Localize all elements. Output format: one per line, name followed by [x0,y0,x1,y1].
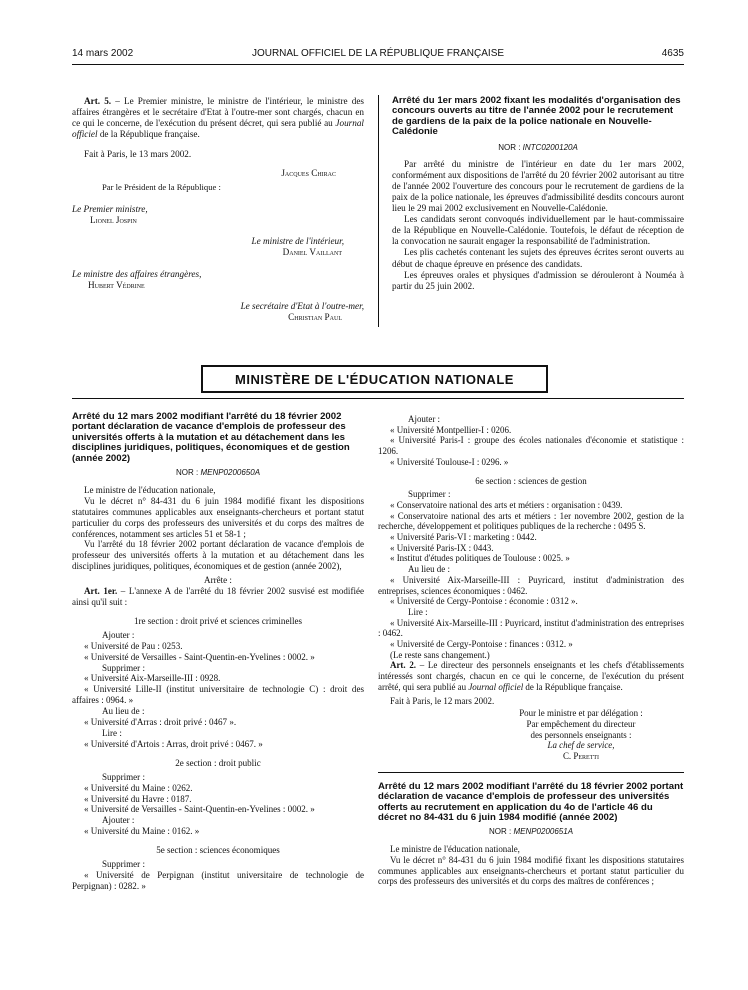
pm-name: Lionel Jospin [90,214,137,225]
ajouter-label: Ajouter : [408,414,441,424]
ae-name: Hubert Védrine [88,280,145,291]
list-item: « Université Aix-Marseille-III : Puyricard, institut d'administration des entreprises : 0462. [378,617,684,639]
list-item: « Université de Perpignan (institut universitaire de technologie de Perpignan) : 0282. » [72,869,364,891]
list-item: « Université Toulouse-I : 0296. » [390,456,509,467]
top-left-column [72,96,364,323]
art1-label: Art. 1er. [84,586,118,597]
pm-title: Le Premier ministre, [72,203,148,214]
vu-decret: Vu le décret n° 84-431 du 6 juin 1984 modifié fixant les dispositions statutaires communes applicables aux enseignants-chercheurs et portant statut particulier du corps des professeurs des universités et du corps des maîtres de conférences ; [378,854,684,887]
supprimer-label: Supprimer : [408,489,451,500]
au-lieu-label: Au lieu de : [408,564,450,575]
article-2: Art. 2. – Le directeur des personnels enseignants et les chefs d'établissements intéressés sont chargés, chacun en ce qui le concerne, de l'exécution du présent arrêté, qui sera publié au Journal officiel de la République française. [378,660,684,692]
signature-name: C. Peretti [562,751,600,762]
list-item: « Université Paris-VI : marketing : 0442. [390,532,537,543]
supprimer-label: Supprimer : [102,859,145,870]
signature-block [478,708,684,762]
fait-line: Fait à Paris, le 12 mars 2002. [390,695,495,706]
list-item: « Université d'Arras : droit privé : 0467 ». [84,717,237,728]
list-item: « Université de Cergy-Pontoise : économie : 0312 ». [390,596,578,607]
interieur-title: Le ministre de l'intérieur, [251,235,344,246]
supprimer-label: Supprimer : [102,771,145,782]
art2-label: Art. 2. [390,660,417,671]
list-item: « Université d'Artois : Arras, droit privé : 0467. » [84,738,263,749]
list-item: « Université Aix-Marseille-III : 0928. [84,673,221,684]
reste-line: (Le reste sans changement.) [390,649,490,660]
vu-arrete: Vu l'arrêté du 18 février 2002 portant déclaration de vacance d'emplois de professeur des universités offerts à la mutation et au détachement dans les disciplines juridiques, politiques, économiques et de gestion (année 2002), [72,539,364,572]
list-item: « Université Paris-IX : 0443. [390,542,494,553]
page-header [72,48,684,64]
bottom-right-column [378,414,684,887]
header-title: JOURNAL OFFICIEL DE LA RÉPUBLIQUE FRANÇAISE [251,48,505,59]
section-5-heading: 5e section : sciences économiques [156,845,280,856]
police-paragraph-1: Par arrêté du ministre de l'intérieur en date du 1er mars 2002, conformément aux dispositions de l'arrêté du 20 février 2002 autorisant au titre de l'année 2002 l'ouverture des concours pour le recrutement de gardiens de la paix de la police nationale, les épreuves d'admissibilité desdits concours auront lieu le 29 mai 2002 exclusivement en Nouvelle-Calédonie. [392,158,684,214]
ajouter-label: Ajouter : [102,815,135,826]
vu-decret: Vu le décret n° 84-431 du 6 juin 1984 modifié fixant les dispositions statutaires communes applicables aux enseignants-chercheurs et portant statut particulier du corps des professeurs des universités et du corps des maîtres de conférences, notamment ses articles 51 et 58-1 ; [72,495,364,539]
interieur-name: Daniel Vaillant [282,246,342,257]
list-item: « Université de Cergy-Pontoise : finances : 0312. » [390,639,573,650]
section-1-heading: 1re section : droit privé et sciences criminelles [133,615,303,626]
nor-reference: NOR : MENP0200650A [175,468,261,478]
art5-label: Art. 5. [84,96,112,106]
header-rule [72,64,684,65]
decree-title-recrutement: Arrêté du 12 mars 2002 modifiant l'arrêté du 18 février 2002 portant déclaration de vacance d'emplois de professeur des universités offerts au recrutement en application du 4o de l'article 46 du décret no 84-431 du 6 juin 1984 modifié (année 2002) [378,780,684,824]
signature-line: Pour le ministre et par délégation : [519,708,643,719]
list-item: « Université de Versailles - Saint-Quentin-en-Yvelines : 0002. » [84,651,315,662]
decree-title-mutation: Arrêté du 12 mars 2002 modifiant l'arrêté du 18 février 2002 portant déclaration de vacance d'emplois de professeur des universités offerts à la mutation et au détachement dans les disciplines juridiques, politiques, économiques et de gestion (année 2002) [72,411,350,464]
list-item: « Université du Maine : 0262. [84,782,193,793]
article-5: Art. 5. – Le Premier ministre, le ministre de l'intérieur, le ministre des affaires étrangères et le secrétaire d'Etat à l'outre-mer sont chargés, chacun en ce qui le concerne, de l'exécution du présent décret, qui sera publié au Journal officiel de la République française. [72,96,364,140]
police-paragraph-3: Les plis cachetés contenant les sujets des épreuves écrites seront ouverts au début de chaque épreuve en présence des candidats. [392,247,684,269]
section-6-heading: 6e section : sciences de gestion [475,475,587,486]
list-item: « Université Lille-II (institut universitaire de technologie C) : droit des affaires : 0964. » [72,684,364,706]
article-1: Art. 1er. – L'annexe A de l'arrêté du 18 février 2002 susvisé est modifiée ainsi qu'il suit : [72,586,364,607]
bottom-left-column [72,412,364,892]
police-paragraph-4: Les épreuves orales et physiques d'admission se dérouleront à Nouméa à partir du 25 juin 2002. [392,269,684,291]
au-lieu-label: Au lieu de : [102,706,145,717]
list-item: « Conservatoire national des arts et métiers : 1er novembre 2002, gestion de la recherche, développement et politiques publiques de la recherche : 0495 S. [378,510,684,532]
par-president: Par le Président de la République : [102,181,221,192]
minister-line: Le ministre de l'éducation nationale, [390,844,520,855]
signatory-chirac: Jacques Chirac [281,168,336,179]
decree-title-police: Arrêté du 1er mars 2002 fixant les modalités d'organisation des concours ouverts au titre de l'année 2002 pour le recrutement de gardiens de la paix de la police nationale en Nouvelle-Calédonie [392,95,681,138]
list-item: « Conservatoire national des arts et métiers : organisation : 0439. [390,499,623,510]
ministry-heading-box [201,365,548,393]
om-title: Le secrétaire d'Etat à l'outre-mer, [240,301,364,312]
ajouter-label: Ajouter : [102,629,135,640]
article-separator [378,772,684,773]
ae-title: Le ministre des affaires étrangères, [72,269,202,280]
list-item: « Université de Pau : 0253. [84,640,183,651]
lire-label: Lire : [408,606,428,617]
police-paragraph-2: Les candidats seront convoqués individuellement par le haut-commissaire de la République en Nouvelle-Calédonie. Toutefois, le défaut de réception de la convocation ne saurait engager la responsabilité de l'administration. [392,214,684,247]
nor-reference: NOR : MENP0200651A [488,827,574,837]
ministry-rule [72,398,684,399]
fait-line: Fait à Paris, le 13 mars 2002. [84,149,192,160]
section-2-heading: 2e section : droit public [175,757,261,768]
list-item: « Université de Versailles - Saint-Quentin-en-Yvelines : 0002. » [84,804,315,815]
list-item: « Université du Havre : 0187. [84,793,192,804]
list-item: « Université du Maine : 0162. » [84,826,200,837]
column-divider [378,95,379,327]
signature-line: des personnels enseignants : [530,729,632,740]
signature-line: Par empêchement du directeur [526,718,636,729]
list-item: « Université Paris-I : groupe des écoles nationales d'économie et statistique : 1206. [378,435,684,457]
lire-label: Lire : [102,727,122,738]
ministry-heading: MINISTÈRE DE L'ÉDUCATION NATIONALE [235,371,514,387]
om-name: Christian Paul [288,312,342,323]
list-item: « Université Montpellier-I : 0206. [390,424,512,435]
list-item: « Université Aix-Marseille-III : Puyricard, institut d'administration des entreprises, sciences économiques : 0462. [378,574,684,596]
top-right-column [392,96,684,292]
header-page-number: 4635 [661,48,684,59]
arrete-label: Arrête : [204,575,232,586]
signature-title: La chef de service, [547,740,615,751]
nor-reference: NOR : INTC0200120A [498,142,578,152]
minister-line: Le ministre de l'éducation nationale, [84,484,216,495]
list-item: « Institut d'études politiques de Toulouse : 0025. » [390,553,570,564]
supprimer-label: Supprimer : [102,662,145,673]
header-date: 14 mars 2002 [72,48,134,59]
